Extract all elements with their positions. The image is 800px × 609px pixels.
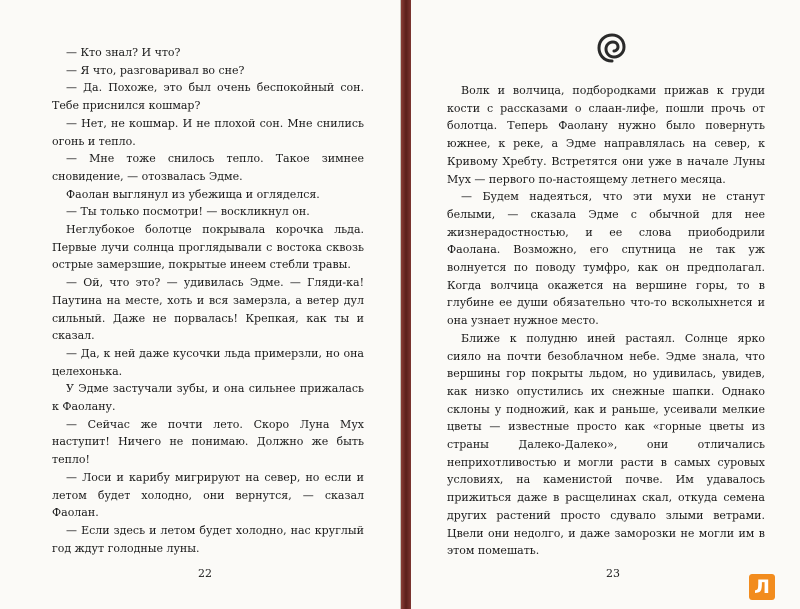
paragraph: Волк и волчица, подбородками прижав к груди кости с рассказами о слаан-лифе, пошли прочь от болотца. Теперь Фаолану нужно было повернуть южнее, к реке, а Эдме направлялась на север, к Кривому Хребту. Встретятся они уже в начале Луны Мух — первого по-настоящему летнего месяца. [447, 84, 765, 186]
page-number-right: 23 [606, 567, 620, 580]
paragraph: — Сейчас же почти лето. Скоро Луна Мух наступит! Ничего не понимаю. Должно же быть тепло! [52, 417, 364, 467]
book-gutter [401, 0, 411, 609]
paragraph: — Мне тоже снилось тепло. Такое зимнее сновидение, — отозвалась Эдме. [52, 152, 364, 183]
paragraph: Ближе к полудню иней растаял. Солнце ярко сияло на почти безоблачном небе. Эдме знала, что вершины гор покрыты льдом, но удивилась, увидев, как низко опустились их снежные шапки. Однако склоны у подножий, как и раньше, усеивали мелкие цветы — известные просто как «горные цветы из страны Далеко-Далеко», они отличались неприхотливостью и могли расти в самых суровых условиях, на каменистой почве. Им удавалось прижиться даже в расщелинах скал, откуда семена других растений просто сдувало злыми ветрами. Цвели они недолго, и даже заморозки не могли им в этом помешать. [447, 331, 765, 558]
left-page-text [52, 44, 364, 557]
paragraph: Неглубокое болотце покрывала корочка льда. Первые лучи солнца проглядывали с востока сквозь острые замерзшие, покрытые инеем стебли травы. [52, 223, 364, 272]
paragraph: — Я что, разговаривал во сне? [66, 63, 245, 77]
publisher-logo: Л [749, 574, 775, 600]
paragraph: — Кто знал? И что? [66, 46, 181, 59]
right-page [411, 0, 800, 609]
paragraph: — Да. Похоже, это был очень беспокойный сон. Тебе приснился кошмар? [52, 81, 364, 113]
right-page-text [447, 82, 765, 560]
paragraph: — Лоси и карибу мигрируют на север, но если и летом будет холодно, они вернутся, — сказал Фаолан. [52, 470, 364, 520]
paragraph: У Эдме застучали зубы, и она сильнее прижалась к Фаолану. [52, 382, 364, 414]
paragraph: — Если здесь и летом будет холодно, нас круглый год ждут голодные луны. [52, 523, 364, 555]
paragraph: — Ой, что это? — удивилась Эдме. — Гляди-ка! Паутина на месте, хоть и вся замерзла, а ветер дул сильный. Даже не порвалась! Крепкая, как ты и сказал. [52, 276, 364, 343]
page-number-left: 22 [198, 567, 212, 580]
paragraph: — Ты только посмотри! — воскликнул он. [66, 205, 310, 219]
paragraph: Фаолан выглянул из убежища и огляделся. [66, 187, 320, 201]
paragraph: — Нет, не кошмар. И не плохой сон. Мне снились огонь и тепло. [52, 116, 364, 148]
paragraph: — Да, к ней даже кусочки льда примерзли, но она целехонька. [52, 346, 364, 378]
swirl-ornament-icon [594, 30, 630, 66]
paragraph: — Будем надеяться, что эти мухи не станут белыми, — сказала Эдме с обычной для нее жизнерадостностью, и ее слова приободрили Фаолана. Возможно, его спутница не так уж волнуется по поводу тумфро, как он предполагал. Когда волчица окажется на вершине горы, то в глубине ее души обязательно что-то всколыхнется и она узнает нужное место. [447, 190, 765, 328]
